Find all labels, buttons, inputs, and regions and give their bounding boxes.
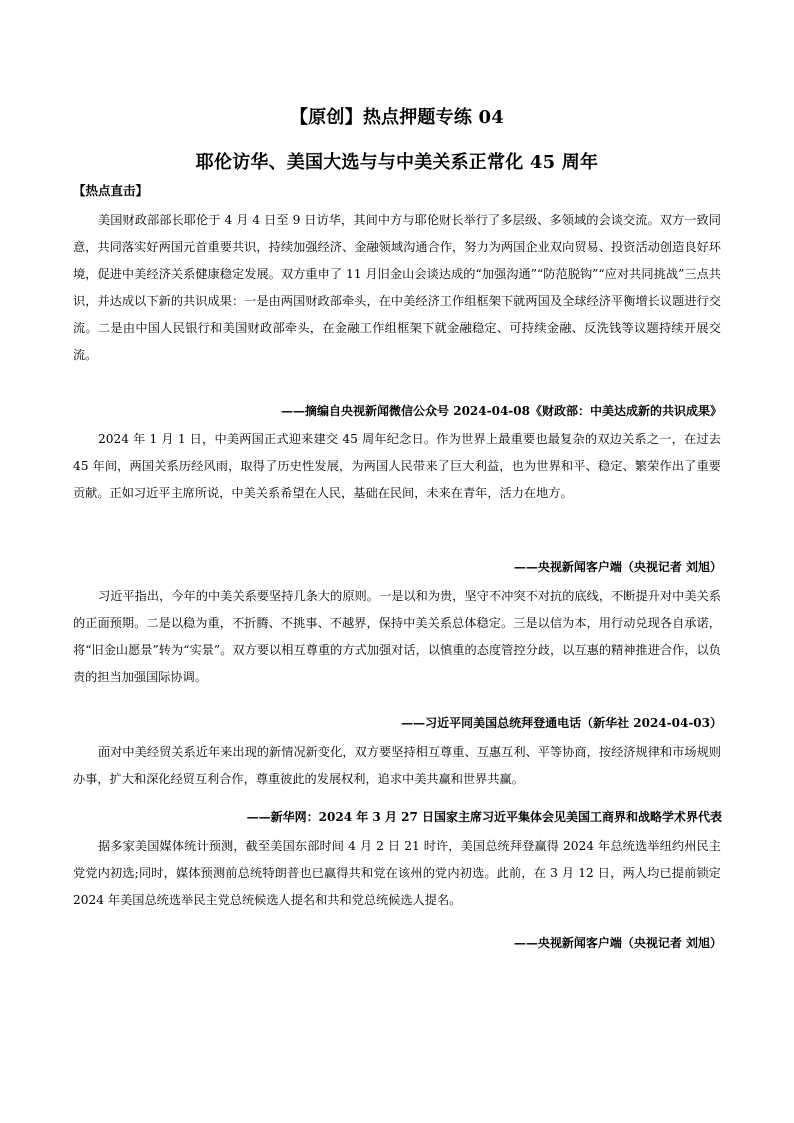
paragraph: 习近平指出，今年的中美关系要坚持几条大的原则。一是以和为贵，坚守不冲突不对抗的底线，不断提升对中美关系的正面预期。二是以稳为重，不折腾、不挑事、不越界，保持中美关系总体稳定。三是以信为本，用行动兑现各自承诺，将“旧金山愿景”转为“实景”。双方要以相互尊重的方式加强对话，以慎重的态度管控分歧，以互惠的精神推进合作，以负责的担当加强国际协调。 bbox=[73, 589, 721, 684]
paragraph: 美国财政部部长耶伦于 4 月 4 日至 9 日访华，其间中方与耶伦财长举行了多层级、多领域的会谈交流。双方一致同意，共同落实好两国元首重要共识，持续加强经济、金融领域沟通合作，努力为两国企业双向贸易、投资活动创造良好环境，促进中美经济关系健康稳定发展。双方重申了 11 月旧金山会谈达成的“加强沟通”“防范脱钩”“应对共同挑战”三点共识，并达成以下新的共识成果：一是由两国财政部牵头，在中美经济工作组框架下就两国及全球经济平衡增长议题进行交流。二是由中国人民银行和美国财政部牵头，在金融工作组框架下就金融稳定、可持续金融、反洗钱等议题持续开展交流。 bbox=[73, 213, 721, 362]
source-citation: ——习近平同美国总统拜登通电话（新华社 2024-04-03） bbox=[401, 716, 722, 730]
source-citation: ——新华网：2024 年 3 月 27 日国家主席习近平集体会见美国工商界和战略学术界代表 bbox=[246, 810, 722, 824]
source-citation: ——摘编自央视新闻微信公众号 2024-04-08《财政部：中美达成新的共识成果》 bbox=[281, 404, 722, 418]
section-label: 【热点直击】 bbox=[73, 183, 149, 198]
document-subtitle: 耶伦访华、美国大选与与中美关系正常化 45 周年 bbox=[195, 152, 599, 173]
document-title: 【原创】热点押题专练 04 bbox=[290, 107, 504, 128]
paragraph: 面对中美经贸关系近年来出现的新情况新变化，双方要坚持相互尊重、互惠互利、平等协商，按经济规律和市场规则办事，扩大和深化经贸互利合作，尊重彼此的发展权利，追求中美共赢和世界共赢。 bbox=[73, 745, 721, 786]
paragraph: 2024 年 1 月 1 日，中美两国正式迎来建交 45 周年纪念日。作为世界上最重要也最复杂的双边关系之一，在过去 45 年间，两国关系历经风雨，取得了历史性发展，为两国人民带来了巨大利益，也为世界和平、稳定、繁荣作出了重要贡献。正如习近平主席所说，中美关系希望在人民，基础在民间，未来在青年，活力在地方。 bbox=[73, 432, 721, 500]
source-citation: ——央视新闻客户端（央视记者 刘旭） bbox=[513, 560, 722, 574]
source-citation: ——央视新闻客户端（央视记者 刘旭） bbox=[513, 936, 722, 950]
paragraph: 据多家美国媒体统计预测，截至美国东部时间 4 月 2 日 21 时许，美国总统拜登赢得 2024 年总统选举纽约州民主党党内初选;同时，媒体预测前总统特朗普也已赢得共和党在该州的党内初选。此前，在 3 月 12 日，两人均已提前锁定 2024 年美国总统选举民主党总统候选人提名和共和党总统候选人提名。 bbox=[73, 839, 721, 907]
